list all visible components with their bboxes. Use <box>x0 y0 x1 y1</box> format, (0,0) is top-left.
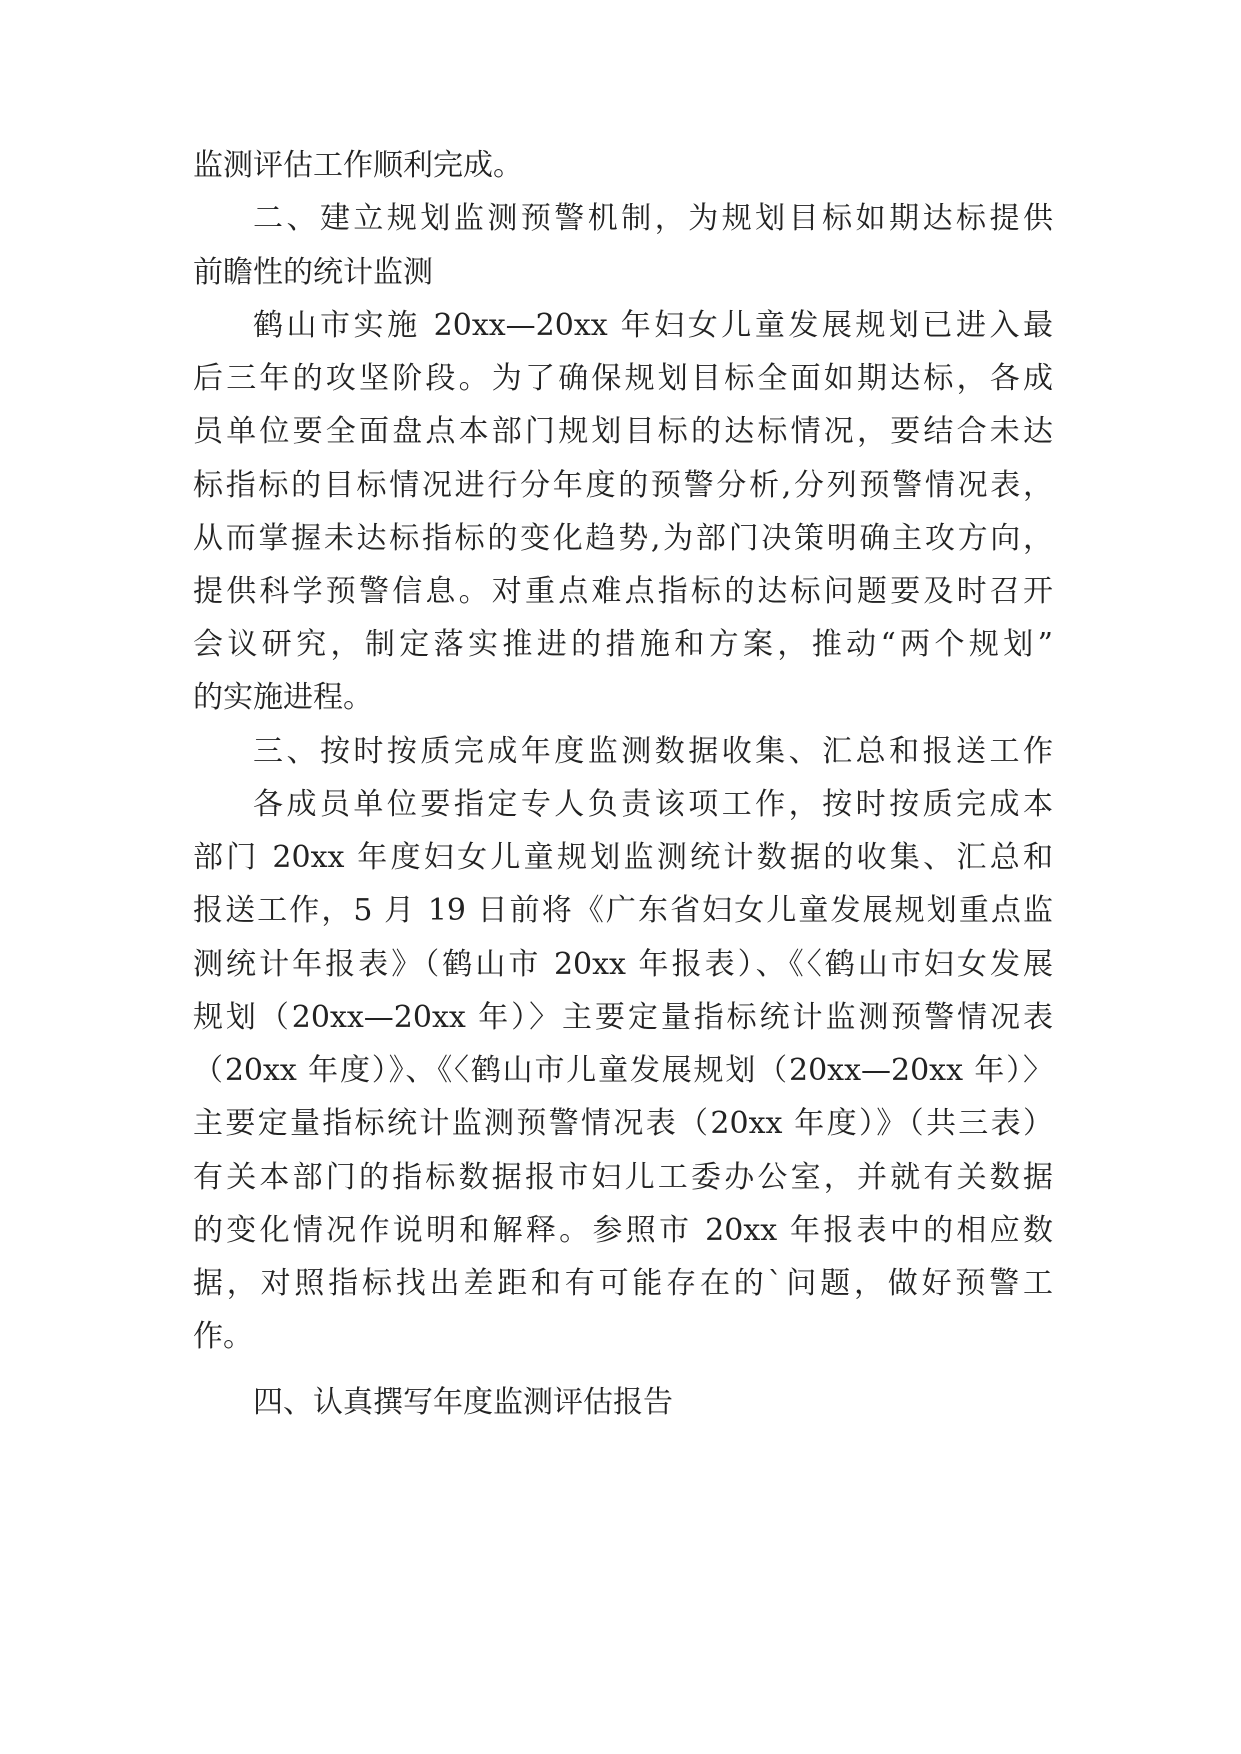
text-line: 据，对照指标找出差距和有可能存在的`问题，做好预警工 <box>193 1266 1053 1301</box>
text-line: 标指标的目标情况进行分年度的预警分析,分列预警情况表， <box>193 468 1053 503</box>
section-heading-4: 四、认真撰写年度监测评估报告 <box>253 1385 673 1420</box>
section-heading-2-cont: 前瞻性的统计监测 <box>193 255 433 290</box>
text-line: 报送工作，5 月 19 日前将《广东省妇女儿童发展规划重点监 <box>193 893 1053 928</box>
text-line: 部门 20xx 年度妇女儿童规划监测统计数据的收集、汇总和 <box>193 840 1053 875</box>
text-line: 的实施进程。 <box>193 680 373 715</box>
section-heading-2: 二、建立规划监测预警机制，为规划目标如期达标提供 <box>253 201 1053 236</box>
text-line: 各成员单位要指定专人负责该项工作，按时按质完成本 <box>253 787 1053 822</box>
text-line: 监测评估工作顺利完成。 <box>193 148 523 183</box>
text-line: （20xx 年度）》、《〈鹤山市儿童发展规划（20xx—20xx 年）〉 <box>193 1053 1053 1088</box>
text-line: 作。 <box>193 1319 253 1354</box>
text-line: 有关本部门的指标数据报市妇儿工委办公室，并就有关数据 <box>193 1160 1053 1195</box>
text-line: 后三年的攻坚阶段。为了确保规划目标全面如期达标，各成 <box>193 361 1053 396</box>
text-line: 主要定量指标统计监测预警情况表（20xx 年度）》（共三表） <box>193 1106 1053 1141</box>
text-line: 测统计年报表》（鹤山市 20xx 年报表）、《〈鹤山市妇女发展 <box>193 947 1053 982</box>
text-line: 鹤山市实施 20xx—20xx 年妇女儿童发展规划已进入最 <box>253 308 1053 343</box>
text-line: 员单位要全面盘点本部门规划目标的达标情况，要结合未达 <box>193 414 1053 449</box>
text-line: 的变化情况作说明和解释。参照市 20xx 年报表中的相应数 <box>193 1213 1053 1248</box>
text-line: 提供科学预警信息。对重点难点指标的达标问题要及时召开 <box>193 574 1053 609</box>
text-line: 会议研究，制定落实推进的措施和方案，推动“两个规划” <box>193 627 1053 662</box>
text-line: 从而掌握未达标指标的变化趋势,为部门决策明确主攻方向， <box>193 521 1053 556</box>
text-line: 规划（20xx—20xx 年）〉主要定量指标统计监测预警情况表 <box>193 1000 1053 1035</box>
section-heading-3: 三、按时按质完成年度监测数据收集、汇总和报送工作 <box>253 734 1053 769</box>
